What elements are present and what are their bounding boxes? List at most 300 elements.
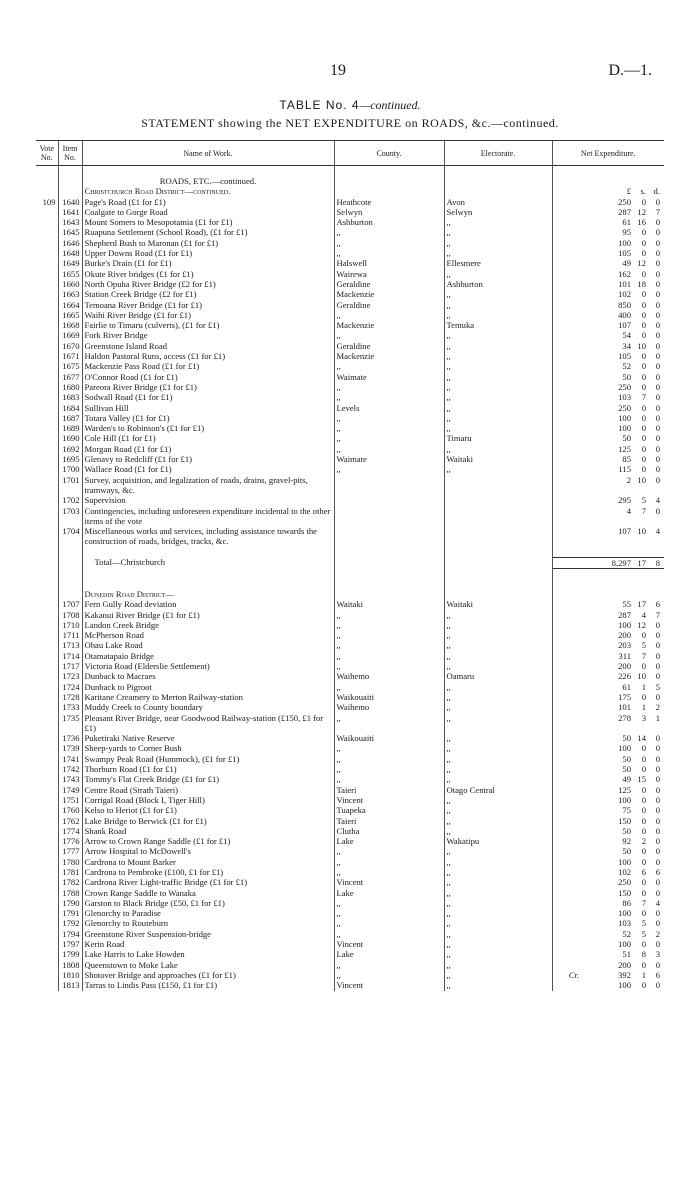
vote-cell xyxy=(36,341,58,351)
expenditure-cell xyxy=(552,227,664,237)
expenditure-cell xyxy=(552,506,664,527)
shillings: 0 xyxy=(641,691,646,702)
electorate-cell: ,, xyxy=(444,217,552,227)
table-row xyxy=(36,816,664,826)
shillings: 0 xyxy=(641,794,646,805)
county-cell: Selwyn xyxy=(334,207,444,217)
work-name: Survey, acquisition, and legalization of roads, drains, gravel-pits, tramways, &c. xyxy=(82,475,334,496)
amount xyxy=(591,918,660,928)
amount xyxy=(591,816,660,826)
item-number: 1701 xyxy=(58,475,82,496)
item-number: 1736 xyxy=(58,733,82,743)
pence: 6 xyxy=(655,867,660,877)
item-number: 1687 xyxy=(58,413,82,423)
pounds: 125 xyxy=(618,784,631,795)
work-name: Temoana River Bridge (£1 for £1) xyxy=(82,300,334,310)
vote-cell xyxy=(36,454,58,464)
pounds: 226 xyxy=(618,671,631,682)
vote-cell xyxy=(36,785,58,795)
shillings: 12 xyxy=(637,258,646,269)
shillings: 0 xyxy=(641,825,646,836)
expenditure-cell xyxy=(552,361,664,371)
expenditure-cell xyxy=(552,413,664,423)
pence: 0 xyxy=(655,619,660,630)
vote-cell xyxy=(36,682,58,692)
expenditure-cell xyxy=(552,733,664,743)
pence: 0 xyxy=(655,443,660,454)
table-row xyxy=(36,495,664,505)
work-name: Garston to Black Bridge (£50, £1 for £1) xyxy=(82,898,334,908)
work-name: Puketiraki Native Reserve xyxy=(82,733,334,743)
expenditure-cell xyxy=(552,454,664,464)
pence: 0 xyxy=(655,671,660,682)
shillings: 0 xyxy=(641,980,646,991)
table-row xyxy=(36,599,664,609)
amount xyxy=(591,640,660,650)
shillings: 0 xyxy=(641,289,646,300)
amount xyxy=(591,702,660,712)
county-cell: ,, xyxy=(334,682,444,692)
vote-cell xyxy=(36,300,58,310)
pence: 0 xyxy=(655,412,660,423)
pounds: 107 xyxy=(618,526,631,537)
electorate-cell: ,, xyxy=(444,620,552,630)
county-cell: ,, xyxy=(334,630,444,640)
item-number: 1680 xyxy=(58,382,82,392)
work-name: Ruapuna Settlement (School Road), (£1 for £1) xyxy=(82,227,334,237)
electorate-cell: ,, xyxy=(444,774,552,784)
pounds: 200 xyxy=(618,661,631,672)
electorate-cell: ,, xyxy=(444,692,552,702)
pounds: 100 xyxy=(618,412,631,423)
shillings: 0 xyxy=(641,433,646,444)
item-number: 1646 xyxy=(58,238,82,248)
expenditure-cell xyxy=(552,423,664,433)
work-name: O'Connor Road (£1 for £1) xyxy=(82,372,334,382)
amount xyxy=(591,805,660,815)
district-heading-row xyxy=(36,589,664,599)
shillings: 0 xyxy=(641,443,646,454)
amount xyxy=(591,692,660,702)
amount xyxy=(591,320,660,330)
pounds: 105 xyxy=(618,248,631,259)
pence: 0 xyxy=(655,856,660,867)
amount xyxy=(591,774,660,784)
pounds: 50 xyxy=(622,753,631,764)
shillings: 18 xyxy=(637,278,646,289)
col-county: County. xyxy=(334,141,444,166)
vote-cell xyxy=(36,227,58,237)
pounds: 103 xyxy=(618,392,631,403)
shillings: 4 xyxy=(641,609,646,620)
county-cell: ,, xyxy=(334,238,444,248)
vote-cell xyxy=(36,392,58,402)
amount xyxy=(591,361,660,371)
col-item: Item No. xyxy=(58,141,82,166)
vote-cell xyxy=(36,330,58,340)
expenditure-cell xyxy=(552,495,664,505)
work-name: Totara Valley (£1 for £1) xyxy=(82,413,334,423)
county-cell: ,, xyxy=(334,774,444,784)
pounds: 8,297 xyxy=(611,557,631,568)
col-vote: Vote No. xyxy=(36,141,58,166)
table-row xyxy=(36,939,664,949)
vote-cell xyxy=(36,949,58,959)
shillings: 0 xyxy=(641,227,646,238)
work-name: Cardrona River Light-traffic Bridge (£1 for £1) xyxy=(82,877,334,887)
pence: 7 xyxy=(655,206,660,217)
expenditure-cell xyxy=(552,795,664,805)
table-row xyxy=(36,361,664,371)
amount xyxy=(591,908,660,918)
electorate-cell: ,, xyxy=(444,444,552,454)
expenditure-cell xyxy=(552,310,664,320)
amount xyxy=(591,310,660,320)
county-cell xyxy=(334,526,444,547)
item-number: 1700 xyxy=(58,464,82,474)
pounds: 95 xyxy=(622,227,631,238)
pounds: 102 xyxy=(618,289,631,300)
shillings: 0 xyxy=(641,309,646,320)
pounds: 287 xyxy=(618,609,631,620)
table-row xyxy=(36,774,664,784)
work-name: Landon Creek Bridge xyxy=(82,620,334,630)
shillings: 0 xyxy=(641,764,646,775)
electorate-cell: Otago Central xyxy=(444,785,552,795)
amount xyxy=(591,877,660,887)
expenditure-cell xyxy=(552,826,664,836)
electorate-cell: ,, xyxy=(444,269,552,279)
county-cell: ,, xyxy=(334,227,444,237)
vote-cell xyxy=(36,269,58,279)
table-row xyxy=(36,918,664,928)
table-row xyxy=(36,908,664,918)
shillings: 0 xyxy=(641,805,646,816)
work-name: Contingencies, including unforeseen expenditure incidental to the other items of the vote xyxy=(82,506,334,527)
electorate-cell: ,, xyxy=(444,949,552,959)
work-name: Glenorchy to Paradise xyxy=(82,908,334,918)
item-number: 1640 xyxy=(58,197,82,207)
pounds: 2 xyxy=(626,474,631,485)
amount xyxy=(591,238,660,248)
item-number: 1776 xyxy=(58,836,82,846)
item-number: 1641 xyxy=(58,207,82,217)
amount xyxy=(591,382,660,392)
pounds: 150 xyxy=(618,887,631,898)
pounds: 54 xyxy=(622,330,631,341)
amount xyxy=(591,888,660,898)
electorate-cell: ,, xyxy=(444,960,552,970)
county-cell: Waihemo xyxy=(334,671,444,681)
amount xyxy=(591,279,660,289)
item-number: 1645 xyxy=(58,227,82,237)
item-number: 1684 xyxy=(58,403,82,413)
expenditure-cell xyxy=(552,630,664,640)
pounds: 162 xyxy=(618,268,631,279)
county-cell: Waikouaiti xyxy=(334,733,444,743)
vote-cell xyxy=(36,279,58,289)
pounds: 250 xyxy=(618,381,631,392)
work-name: McPherson Road xyxy=(82,630,334,640)
pence: 0 xyxy=(655,908,660,919)
table-body xyxy=(36,166,664,991)
pounds: 52 xyxy=(622,928,631,939)
county-cell: ,, xyxy=(334,444,444,454)
pounds: 49 xyxy=(622,258,631,269)
electorate-cell: ,, xyxy=(444,630,552,640)
work-name: Dunback to Macraes xyxy=(82,671,334,681)
amount xyxy=(591,341,660,351)
shillings: 0 xyxy=(641,330,646,341)
electorate-cell: Timaru xyxy=(444,433,552,443)
pence: 0 xyxy=(655,392,660,403)
county-cell: ,, xyxy=(334,382,444,392)
table-row xyxy=(36,610,664,620)
item-number: 1742 xyxy=(58,764,82,774)
expenditure-cell xyxy=(552,774,664,784)
county-cell: ,, xyxy=(334,423,444,433)
work-name: Tarras to Lindis Pass (£150, £1 for £1) xyxy=(82,980,334,990)
electorate-cell: ,, xyxy=(444,980,552,990)
table-row xyxy=(36,754,664,764)
amount xyxy=(591,661,660,671)
electorate-cell: ,, xyxy=(444,300,552,310)
amount xyxy=(591,217,660,227)
vote-cell xyxy=(36,929,58,939)
vote-cell xyxy=(36,877,58,887)
item-number: 1723 xyxy=(58,671,82,681)
electorate-cell: ,, xyxy=(444,846,552,856)
pence: 0 xyxy=(655,794,660,805)
item-number: 1663 xyxy=(58,289,82,299)
amount xyxy=(591,795,660,805)
work-name: Glenavy to Redcliff (£1 for £1) xyxy=(82,454,334,464)
electorate-cell: ,, xyxy=(444,764,552,774)
amount xyxy=(591,785,660,795)
item-number: 1708 xyxy=(58,610,82,620)
amount xyxy=(591,207,660,217)
shillings: 12 xyxy=(637,619,646,630)
expenditure-cell xyxy=(552,713,664,734)
expenditure-cell xyxy=(552,785,664,795)
vote-cell xyxy=(36,898,58,908)
item-number: 1689 xyxy=(58,423,82,433)
expenditure-cell xyxy=(552,433,664,443)
work-name: Miscellaneous works and services, including assistance towards the construction of roads, bridges, tracks, &c. xyxy=(82,526,334,547)
expenditure-cell xyxy=(552,207,664,217)
item-number: 1751 xyxy=(58,795,82,805)
pounds: 61 xyxy=(622,217,631,228)
county-cell: Taieri xyxy=(334,816,444,826)
amount xyxy=(591,867,660,877)
shillings: 12 xyxy=(637,206,646,217)
expenditure-cell xyxy=(552,918,664,928)
shillings: 10 xyxy=(637,340,646,351)
amount xyxy=(591,754,660,764)
pence: 0 xyxy=(655,464,660,475)
pence: 0 xyxy=(655,959,660,970)
shillings: 0 xyxy=(641,661,646,672)
table-row xyxy=(36,877,664,887)
amount xyxy=(591,682,660,692)
county-cell: Geraldine xyxy=(334,279,444,289)
pence: 4 xyxy=(655,526,660,537)
expenditure-cell xyxy=(552,610,664,620)
pounds: 250 xyxy=(618,196,631,207)
pounds: 100 xyxy=(618,237,631,248)
amount xyxy=(591,960,660,970)
county-cell: Tuapeka xyxy=(334,805,444,815)
work-name: Arrow to Crown Range Saddle (£1 for £1) xyxy=(82,836,334,846)
item-number: 1677 xyxy=(58,372,82,382)
shillings: 5 xyxy=(641,640,646,651)
section-heading: ROADS, ETC.—continued. xyxy=(82,176,334,186)
pence: 0 xyxy=(655,815,660,826)
expenditure-cell xyxy=(552,939,664,949)
work-name: Shank Road xyxy=(82,826,334,836)
pounds: 50 xyxy=(622,433,631,444)
electorate-cell: ,, xyxy=(444,733,552,743)
item-number: 1733 xyxy=(58,702,82,712)
vote-cell xyxy=(36,526,58,547)
work-name: Cardrona to Pembroke (£100, £1 for £1) xyxy=(82,867,334,877)
pounds: 115 xyxy=(618,464,631,475)
pence: 0 xyxy=(655,505,660,516)
electorate-cell: ,, xyxy=(444,382,552,392)
vote-cell xyxy=(36,248,58,258)
pence: 0 xyxy=(655,340,660,351)
vote-cell xyxy=(36,661,58,671)
amount xyxy=(591,526,660,536)
pence: 0 xyxy=(655,691,660,702)
expenditure-cell xyxy=(552,464,664,474)
shillings: 8 xyxy=(641,949,646,960)
pounds: 86 xyxy=(622,897,631,908)
table-row xyxy=(36,640,664,650)
vote-cell xyxy=(36,475,58,496)
pence: 6 xyxy=(655,599,660,610)
vote-cell xyxy=(36,464,58,474)
expenditure-cell xyxy=(552,392,664,402)
electorate-cell: ,, xyxy=(444,651,552,661)
electorate-cell: ,, xyxy=(444,341,552,351)
table-row xyxy=(36,433,664,443)
item-number: 1790 xyxy=(58,898,82,908)
pence: 0 xyxy=(655,299,660,310)
electorate-cell: ,, xyxy=(444,867,552,877)
shillings: 0 xyxy=(641,320,646,331)
vote-cell: 109 xyxy=(36,197,58,207)
amount xyxy=(591,444,660,454)
district-heading-christchurch: Christchurch Road District—continued. xyxy=(82,186,334,196)
work-name: Fork River Bridge xyxy=(82,330,334,340)
vote-cell xyxy=(36,423,58,433)
expenditure-cell xyxy=(552,743,664,753)
table-row xyxy=(36,403,664,413)
county-cell: ,, xyxy=(334,392,444,402)
electorate-cell: ,, xyxy=(444,826,552,836)
electorate-cell: ,, xyxy=(444,795,552,805)
table-row xyxy=(36,857,664,867)
shillings: 0 xyxy=(641,299,646,310)
electorate-cell: Wakatipu xyxy=(444,836,552,846)
pence: 0 xyxy=(655,825,660,836)
pounds: 278 xyxy=(618,712,631,723)
county-cell: Geraldine xyxy=(334,341,444,351)
item-number: 1794 xyxy=(58,929,82,939)
pence: 1 xyxy=(655,712,660,723)
shillings: 14 xyxy=(637,733,646,744)
document-code: D.—1. xyxy=(608,62,652,79)
pounds: 85 xyxy=(622,454,631,465)
col-electorate: Electorate. xyxy=(444,141,552,166)
pounds: 50 xyxy=(622,371,631,382)
item-number: 1717 xyxy=(58,661,82,671)
shillings: 10 xyxy=(637,474,646,485)
amount xyxy=(591,630,660,640)
county-cell: Waikouaiti xyxy=(334,692,444,702)
work-name: Kakanui River Bridge (£1 for £1) xyxy=(82,610,334,620)
shillings: 16 xyxy=(637,217,646,228)
item-number: 1797 xyxy=(58,939,82,949)
amount xyxy=(591,300,660,310)
work-name: Dunback to Pigroot xyxy=(82,682,334,692)
work-name: Pareora River Bridge (£1 for £1) xyxy=(82,382,334,392)
pounds: 50 xyxy=(622,825,631,836)
pence: 0 xyxy=(655,248,660,259)
pounds: 51 xyxy=(622,949,631,960)
shillings: 0 xyxy=(641,248,646,259)
county-cell: Waitaki xyxy=(334,599,444,609)
expenditure-cell xyxy=(552,846,664,856)
pounds: 850 xyxy=(618,299,631,310)
pounds: 100 xyxy=(618,743,631,754)
shillings: 5 xyxy=(641,918,646,929)
work-name: Morgan Road (£1 for £1) xyxy=(82,444,334,454)
item-number: 1777 xyxy=(58,846,82,856)
item-number: 1649 xyxy=(58,258,82,268)
shillings: 0 xyxy=(641,856,646,867)
work-name: Warden's to Robinson's (£1 for £1) xyxy=(82,423,334,433)
vote-cell xyxy=(36,310,58,320)
amount xyxy=(591,733,660,743)
vote-cell xyxy=(36,258,58,268)
county-cell: Geraldine xyxy=(334,300,444,310)
amount xyxy=(591,743,660,753)
shillings: 0 xyxy=(641,351,646,362)
shillings: 0 xyxy=(641,939,646,950)
item-number: 1675 xyxy=(58,361,82,371)
electorate-cell: ,, xyxy=(444,918,552,928)
pence: 0 xyxy=(655,474,660,485)
table-row xyxy=(36,949,664,959)
pence: 2 xyxy=(655,928,660,939)
table-row xyxy=(36,258,664,268)
electorate-cell: ,, xyxy=(444,361,552,371)
expenditure-cell xyxy=(552,960,664,970)
electorate-cell: ,, xyxy=(444,464,552,474)
electorate-cell: ,, xyxy=(444,888,552,898)
shillings: 0 xyxy=(641,464,646,475)
table-title: TABLE No. 4—continued. xyxy=(279,98,421,112)
item-number: 1799 xyxy=(58,949,82,959)
expenditure-cell xyxy=(552,949,664,959)
table-header-row xyxy=(36,141,664,166)
item-number: 1760 xyxy=(58,805,82,815)
shillings: 5 xyxy=(641,928,646,939)
amount xyxy=(591,248,660,258)
electorate-cell: Ellesmere xyxy=(444,258,552,268)
